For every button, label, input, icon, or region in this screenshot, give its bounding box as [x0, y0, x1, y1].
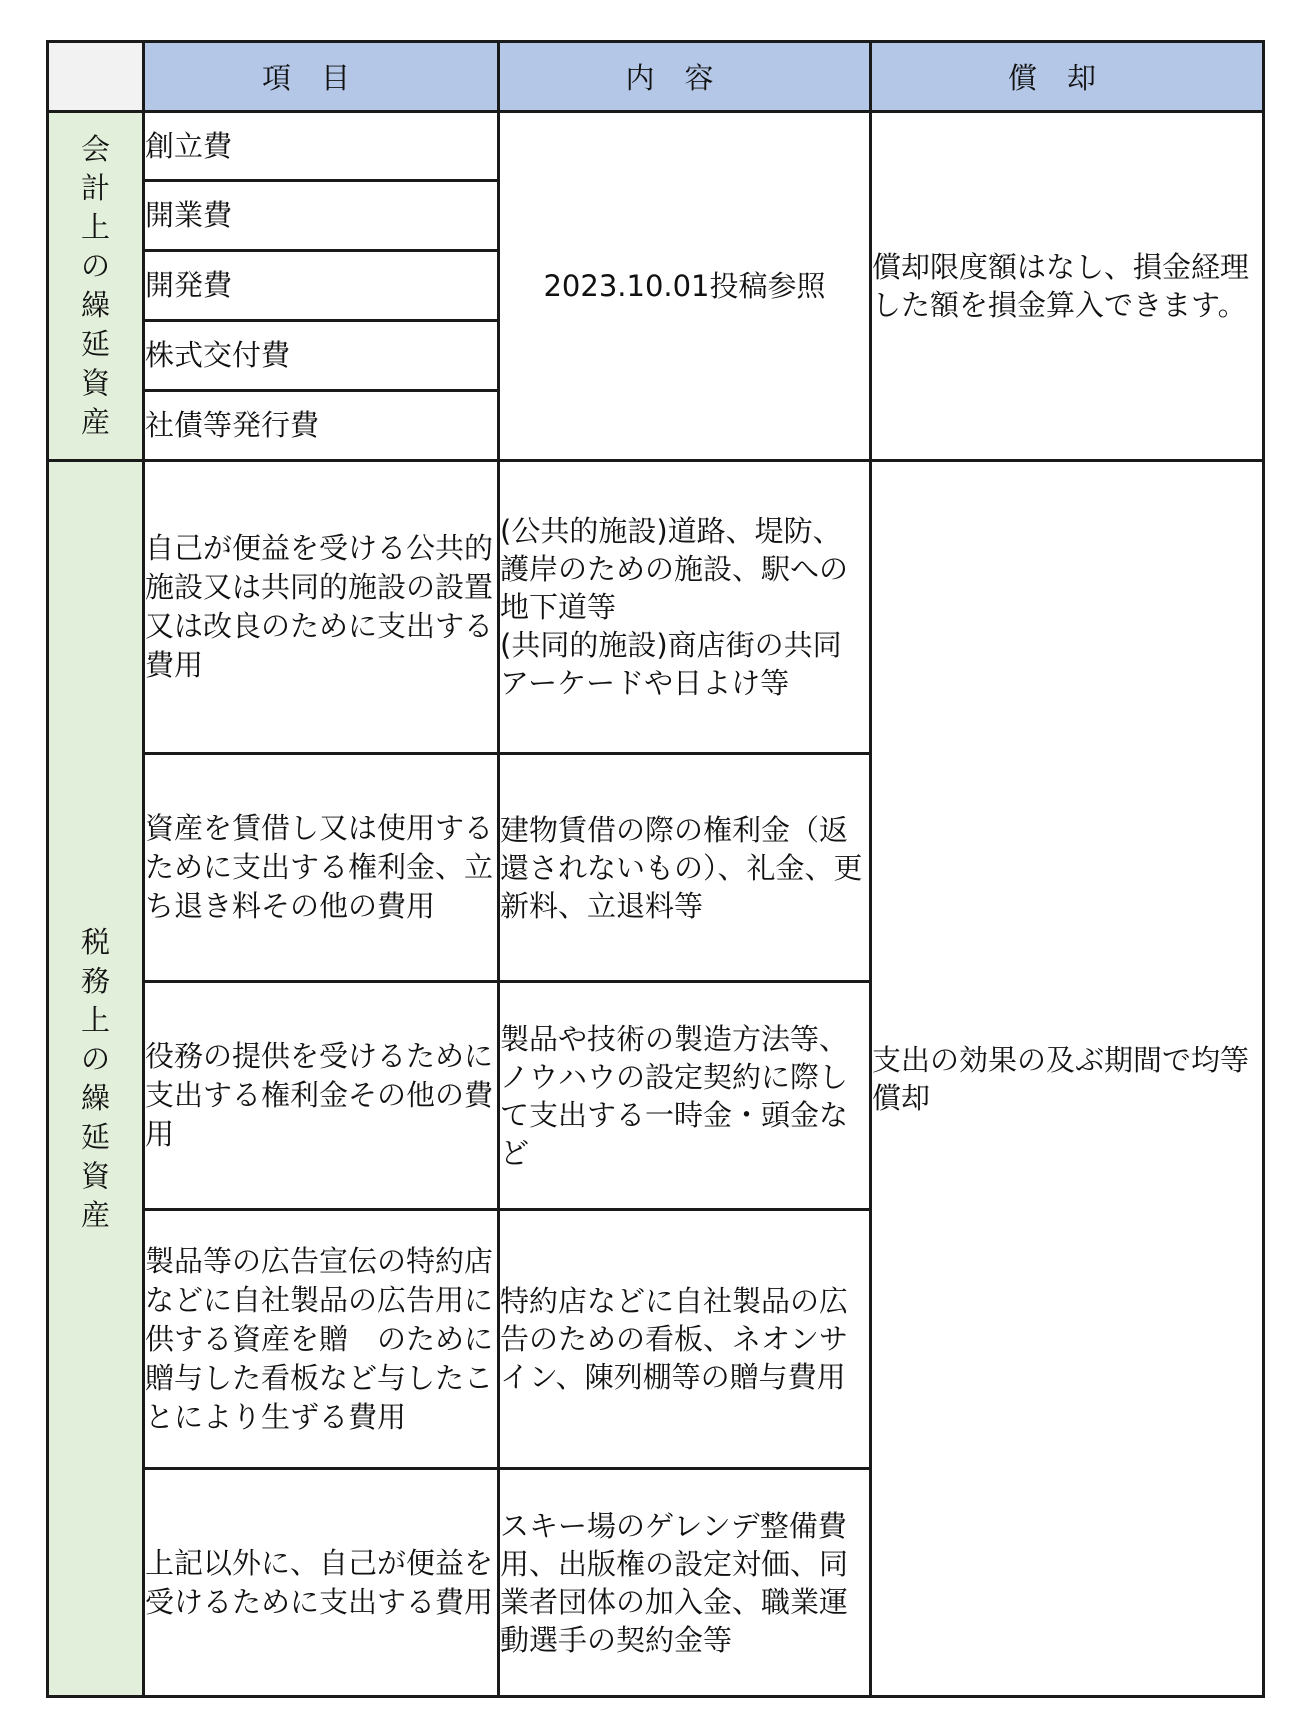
content-lease-premium: 建物賃借の際の権利金（返還されないもの）、礼金、更新料、立退料等	[499, 754, 871, 982]
item-public-facility: 自己が便益を受ける公共的施設又は共同的施設の設置又は改良のために支出する費用	[144, 461, 499, 754]
item-service-royalty: 役務の提供を受けるために支出する権利金その他の費用	[144, 982, 499, 1210]
category-label: 会 計 上 の 繰 延 資 産	[80, 132, 110, 439]
item-development-cost: 開発費	[144, 251, 499, 321]
item-advertising: 製品等の広告宣伝の特約店などに自社製品の広告用に供する資産を贈 のために贈与した看板など与したことにより生ずる費用	[144, 1210, 499, 1469]
content-service-royalty: 製品や技術の製造方法等、ノウハウの設定契約に際して支出する一時金・頭金など	[499, 982, 871, 1210]
content-advertising: 特約店などに自社製品の広告のための看板、ネオンサイン、陳列棚等の贈与費用	[499, 1210, 871, 1469]
category-accounting	[48, 112, 144, 461]
table-row	[48, 461, 1264, 754]
content-other-benefit: スキー場のゲレンデ整備費用、出版権の設定対価、同業者団体の加入金、職業運動選手の契約金等	[499, 1469, 871, 1697]
header-row	[48, 42, 1264, 112]
item-bond-issuance-cost: 社債等発行費	[144, 391, 499, 461]
amortization-accounting: 償却限度額はなし、損金経理した額を損金算入できます。	[871, 112, 1264, 461]
item-share-issuance-cost: 株式交付費	[144, 321, 499, 391]
header-amortization: 償却	[871, 42, 1264, 112]
content-public-facility: (公共的施設)道路、堤防、護岸のための施設、駅への地下道等 (共同的施設)商店街の共同アーケードや日よけ等	[499, 461, 871, 754]
deferred-assets-table	[46, 40, 1265, 1698]
item-opening-cost: 開業費	[144, 181, 499, 251]
header-content: 内容	[499, 42, 871, 112]
item-lease-premium: 資産を賃借し又は使用するために支出する権利金、立ち退き料その他の費用	[144, 754, 499, 982]
content-accounting: 2023.10.01投稿参照	[499, 112, 871, 461]
amortization-tax: 支出の効果の及ぶ期間で均等償却	[871, 461, 1264, 1697]
category-label: 税 務 上 の 繰 延 資 産	[80, 924, 110, 1232]
item-founding-cost: 創立費	[144, 112, 499, 181]
corner-cell	[48, 42, 144, 112]
table-row	[48, 112, 1264, 181]
header-item: 項目	[144, 42, 499, 112]
item-other-benefit: 上記以外に、自己が便益を受けるために支出する費用	[144, 1469, 499, 1697]
category-tax	[48, 461, 144, 1697]
